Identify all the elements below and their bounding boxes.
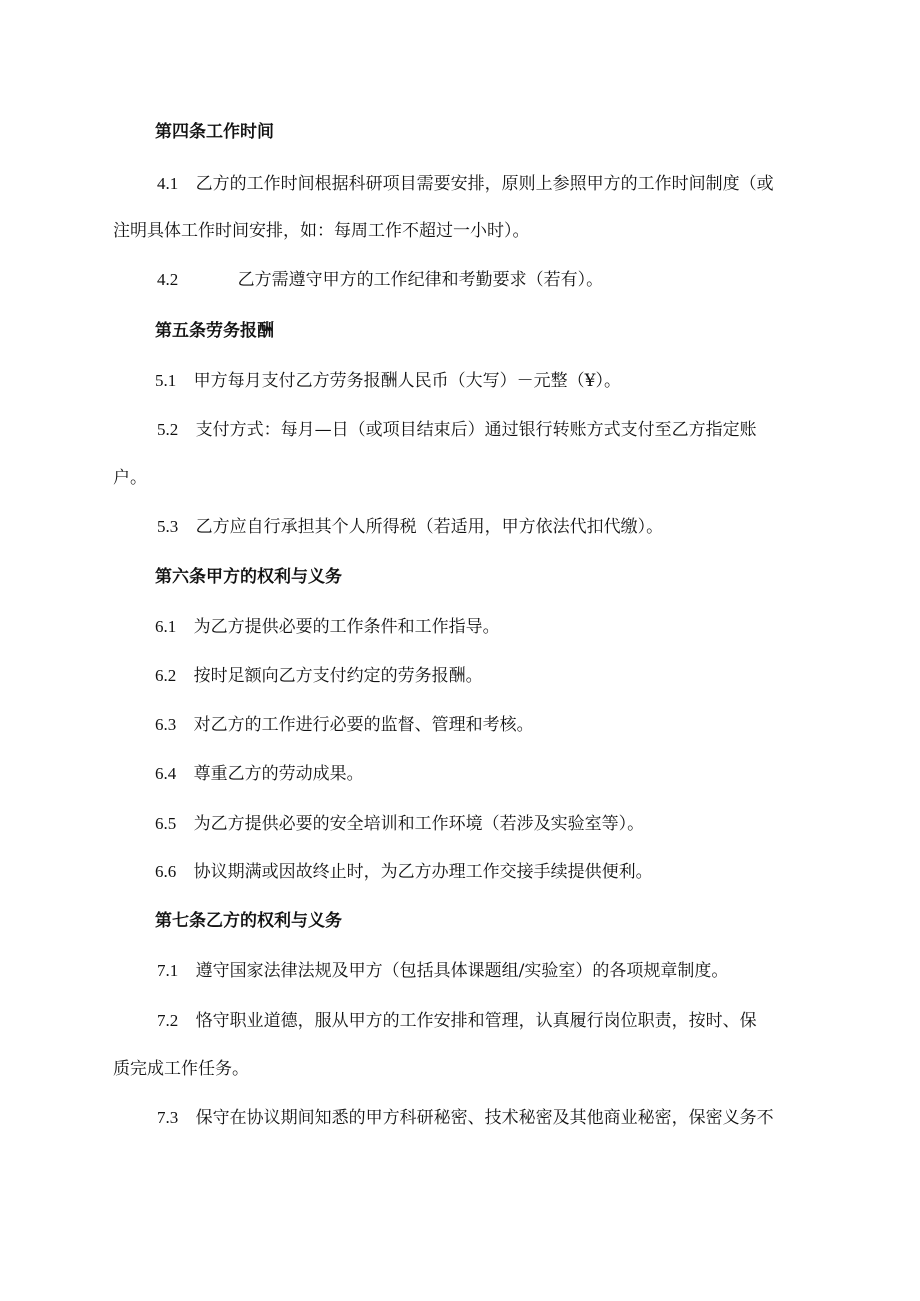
clause-line (157, 515, 663, 539)
clause-line (155, 812, 644, 836)
clause-line (157, 959, 728, 983)
clause-text: 乙方应自行承担其个人所得税（若适用，甲方依法代扣代缴）。 (195, 517, 664, 537)
clause-text: 乙方需遵守甲方的工作纪律和考勤要求（若有）。 (237, 270, 604, 290)
clause-number: 5.2 (157, 420, 179, 439)
clause-line (155, 762, 364, 786)
clause-line (155, 664, 483, 688)
clause-line (155, 713, 534, 737)
clause-line (157, 418, 757, 442)
clause-text: 尊重乙方的劳动成果。 (193, 764, 364, 784)
clause-text: 为乙方提供必要的工作条件和工作指导。 (193, 617, 500, 637)
clause-text: 乙方的工作时间根据科研项目需要安排，原则上参照甲方的工作时间制度（或 (195, 174, 774, 194)
clause-number: 4.1 (157, 174, 179, 193)
clause-line (155, 369, 621, 393)
section-heading: 第五条劳务报酬 (155, 321, 274, 341)
clause-number: 7.1 (157, 961, 179, 980)
section-heading: 第七条乙方的权利与义务 (155, 911, 342, 931)
clause-line (155, 860, 653, 884)
clause-number: 4.2 (157, 270, 179, 289)
clause-text: 协议期满或因故终止时，为乙方办理工作交接手续提供便利。 (193, 862, 653, 882)
clause-text-continued: 质完成工作任务。 (113, 1059, 249, 1079)
clause-line (157, 1009, 757, 1033)
clause-line (157, 1106, 774, 1130)
clause-number: 7.2 (157, 1011, 179, 1030)
clause-number: 5.1 (155, 371, 177, 390)
clause-text: 遵守国家法律法规及甲方（包括具体课题组/实验室）的各项规章制度。 (195, 961, 729, 981)
section-heading: 第六条甲方的权利与义务 (155, 567, 342, 587)
clause-text: 恪守职业道德，服从甲方的工作安排和管理，认真履行岗位职责，按时、保 (195, 1011, 757, 1031)
clause-text-continued: 户。 (113, 468, 147, 488)
section-heading: 第四条工作时间 (155, 122, 274, 142)
clause-text: 甲方每月支付乙方劳务报酬人民币（大写）－元整（¥）。 (193, 371, 621, 391)
clause-number: 6.4 (155, 764, 177, 783)
clause-text-continued: 注明具体工作时间安排，如：每周工作不超过一小时）。 (113, 221, 530, 241)
clause-number: 5.3 (157, 517, 179, 536)
clause-number: 6.5 (155, 814, 177, 833)
clause-text: 为乙方提供必要的安全培训和工作环境（若涉及实验室等）。 (193, 814, 645, 834)
clause-line (157, 268, 603, 292)
clause-text: 保守在协议期间知悉的甲方科研秘密、技术秘密及其他商业秘密，保密义务不 (195, 1108, 774, 1128)
clause-number: 6.2 (155, 666, 177, 685)
clause-text: 按时足额向乙方支付约定的劳务报酬。 (193, 666, 483, 686)
clause-line (157, 172, 774, 196)
clause-number: 6.6 (155, 862, 177, 881)
clause-number: 7.3 (157, 1108, 179, 1127)
clause-text: 对乙方的工作进行必要的监督、管理和考核。 (193, 715, 534, 735)
clause-text: 支付方式：每月—日（或项目结束后）通过银行转账方式支付至乙方指定账 (195, 420, 757, 440)
clause-number: 6.1 (155, 617, 177, 636)
clause-number: 6.3 (155, 715, 177, 734)
clause-line (155, 615, 500, 639)
